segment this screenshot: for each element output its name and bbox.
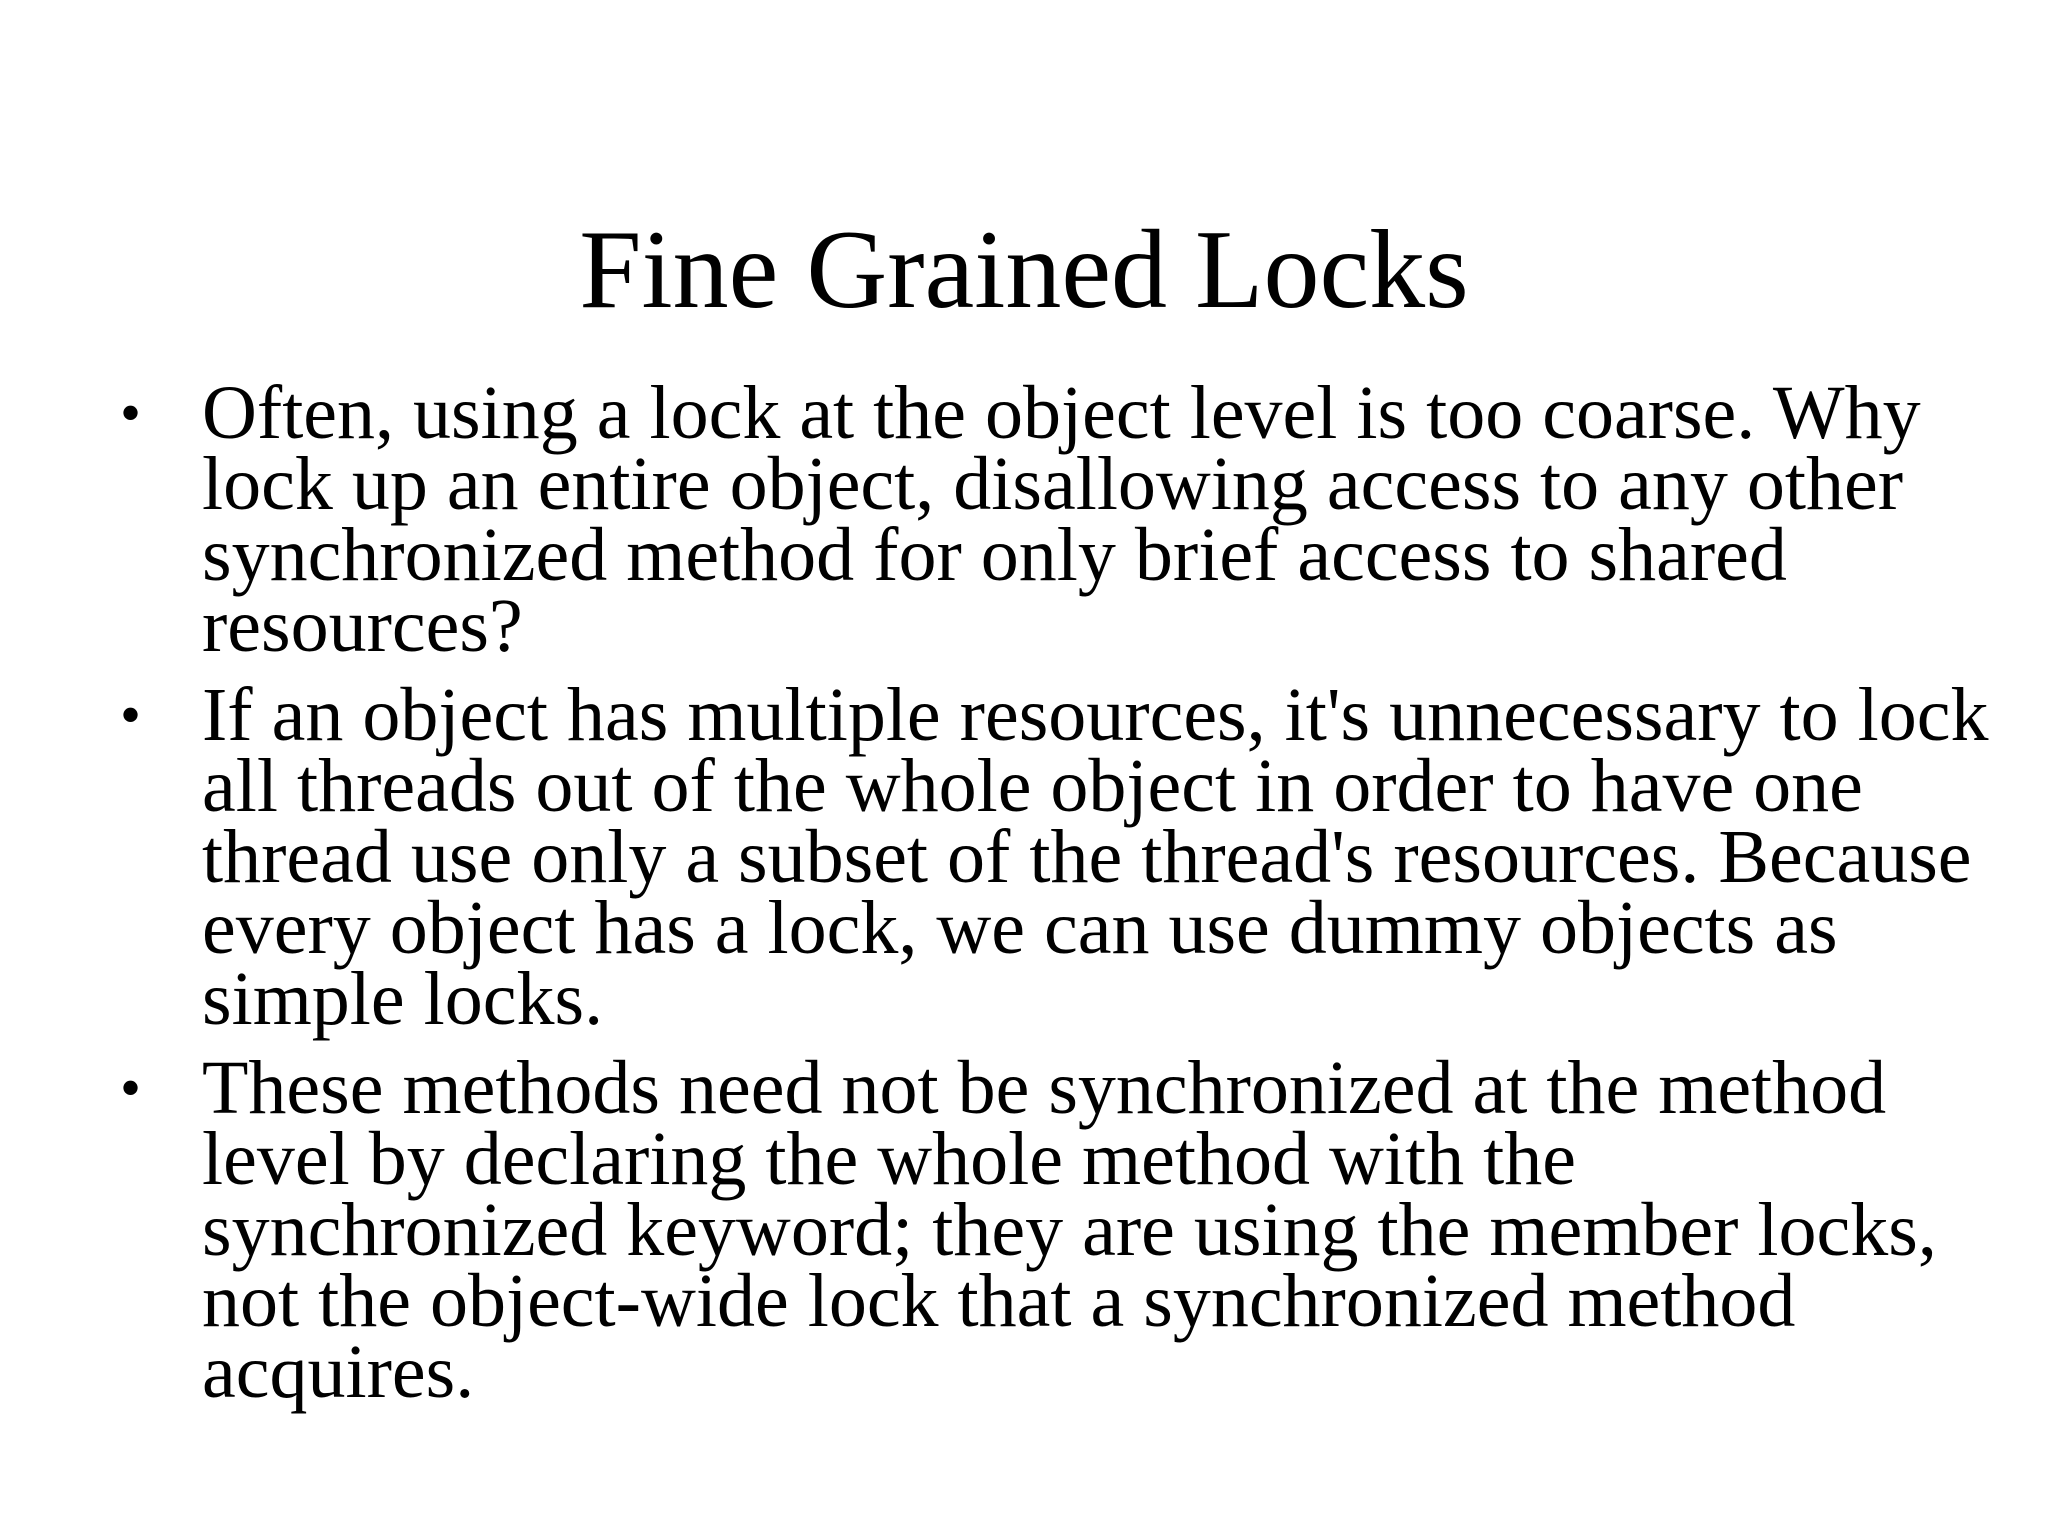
bullet-item	[120, 673, 2000, 1041]
bullet-text: If an object has multiple resources, it's unnecessary to lock all threads out of the whole object in order to have one thread use only a subset of the thread's resources. Because every object has a lock, we can use dummy objects as simple locks.	[202, 673, 1989, 1041]
bullet-text: These methods need not be synchronized at the method level by declaring the whole method with the synchronized keyword; they are using the member locks, not the object-wide lock that a synchronized method acquires.	[202, 1046, 1937, 1414]
slide-title: Fine Grained Locks	[579, 208, 1469, 332]
bullet-marker: •	[120, 380, 142, 446]
bullet-item	[120, 371, 2000, 668]
bullet-list	[120, 371, 2000, 1426]
bullet-item	[120, 1046, 2000, 1414]
bullet-text: Often, using a lock at the object level is too coarse. Why lock up an entire object, disallowing access to any other synchronized method for only brief access to shared resources?	[202, 371, 1921, 668]
bullet-marker: •	[120, 682, 142, 748]
bullet-marker: •	[120, 1055, 142, 1121]
